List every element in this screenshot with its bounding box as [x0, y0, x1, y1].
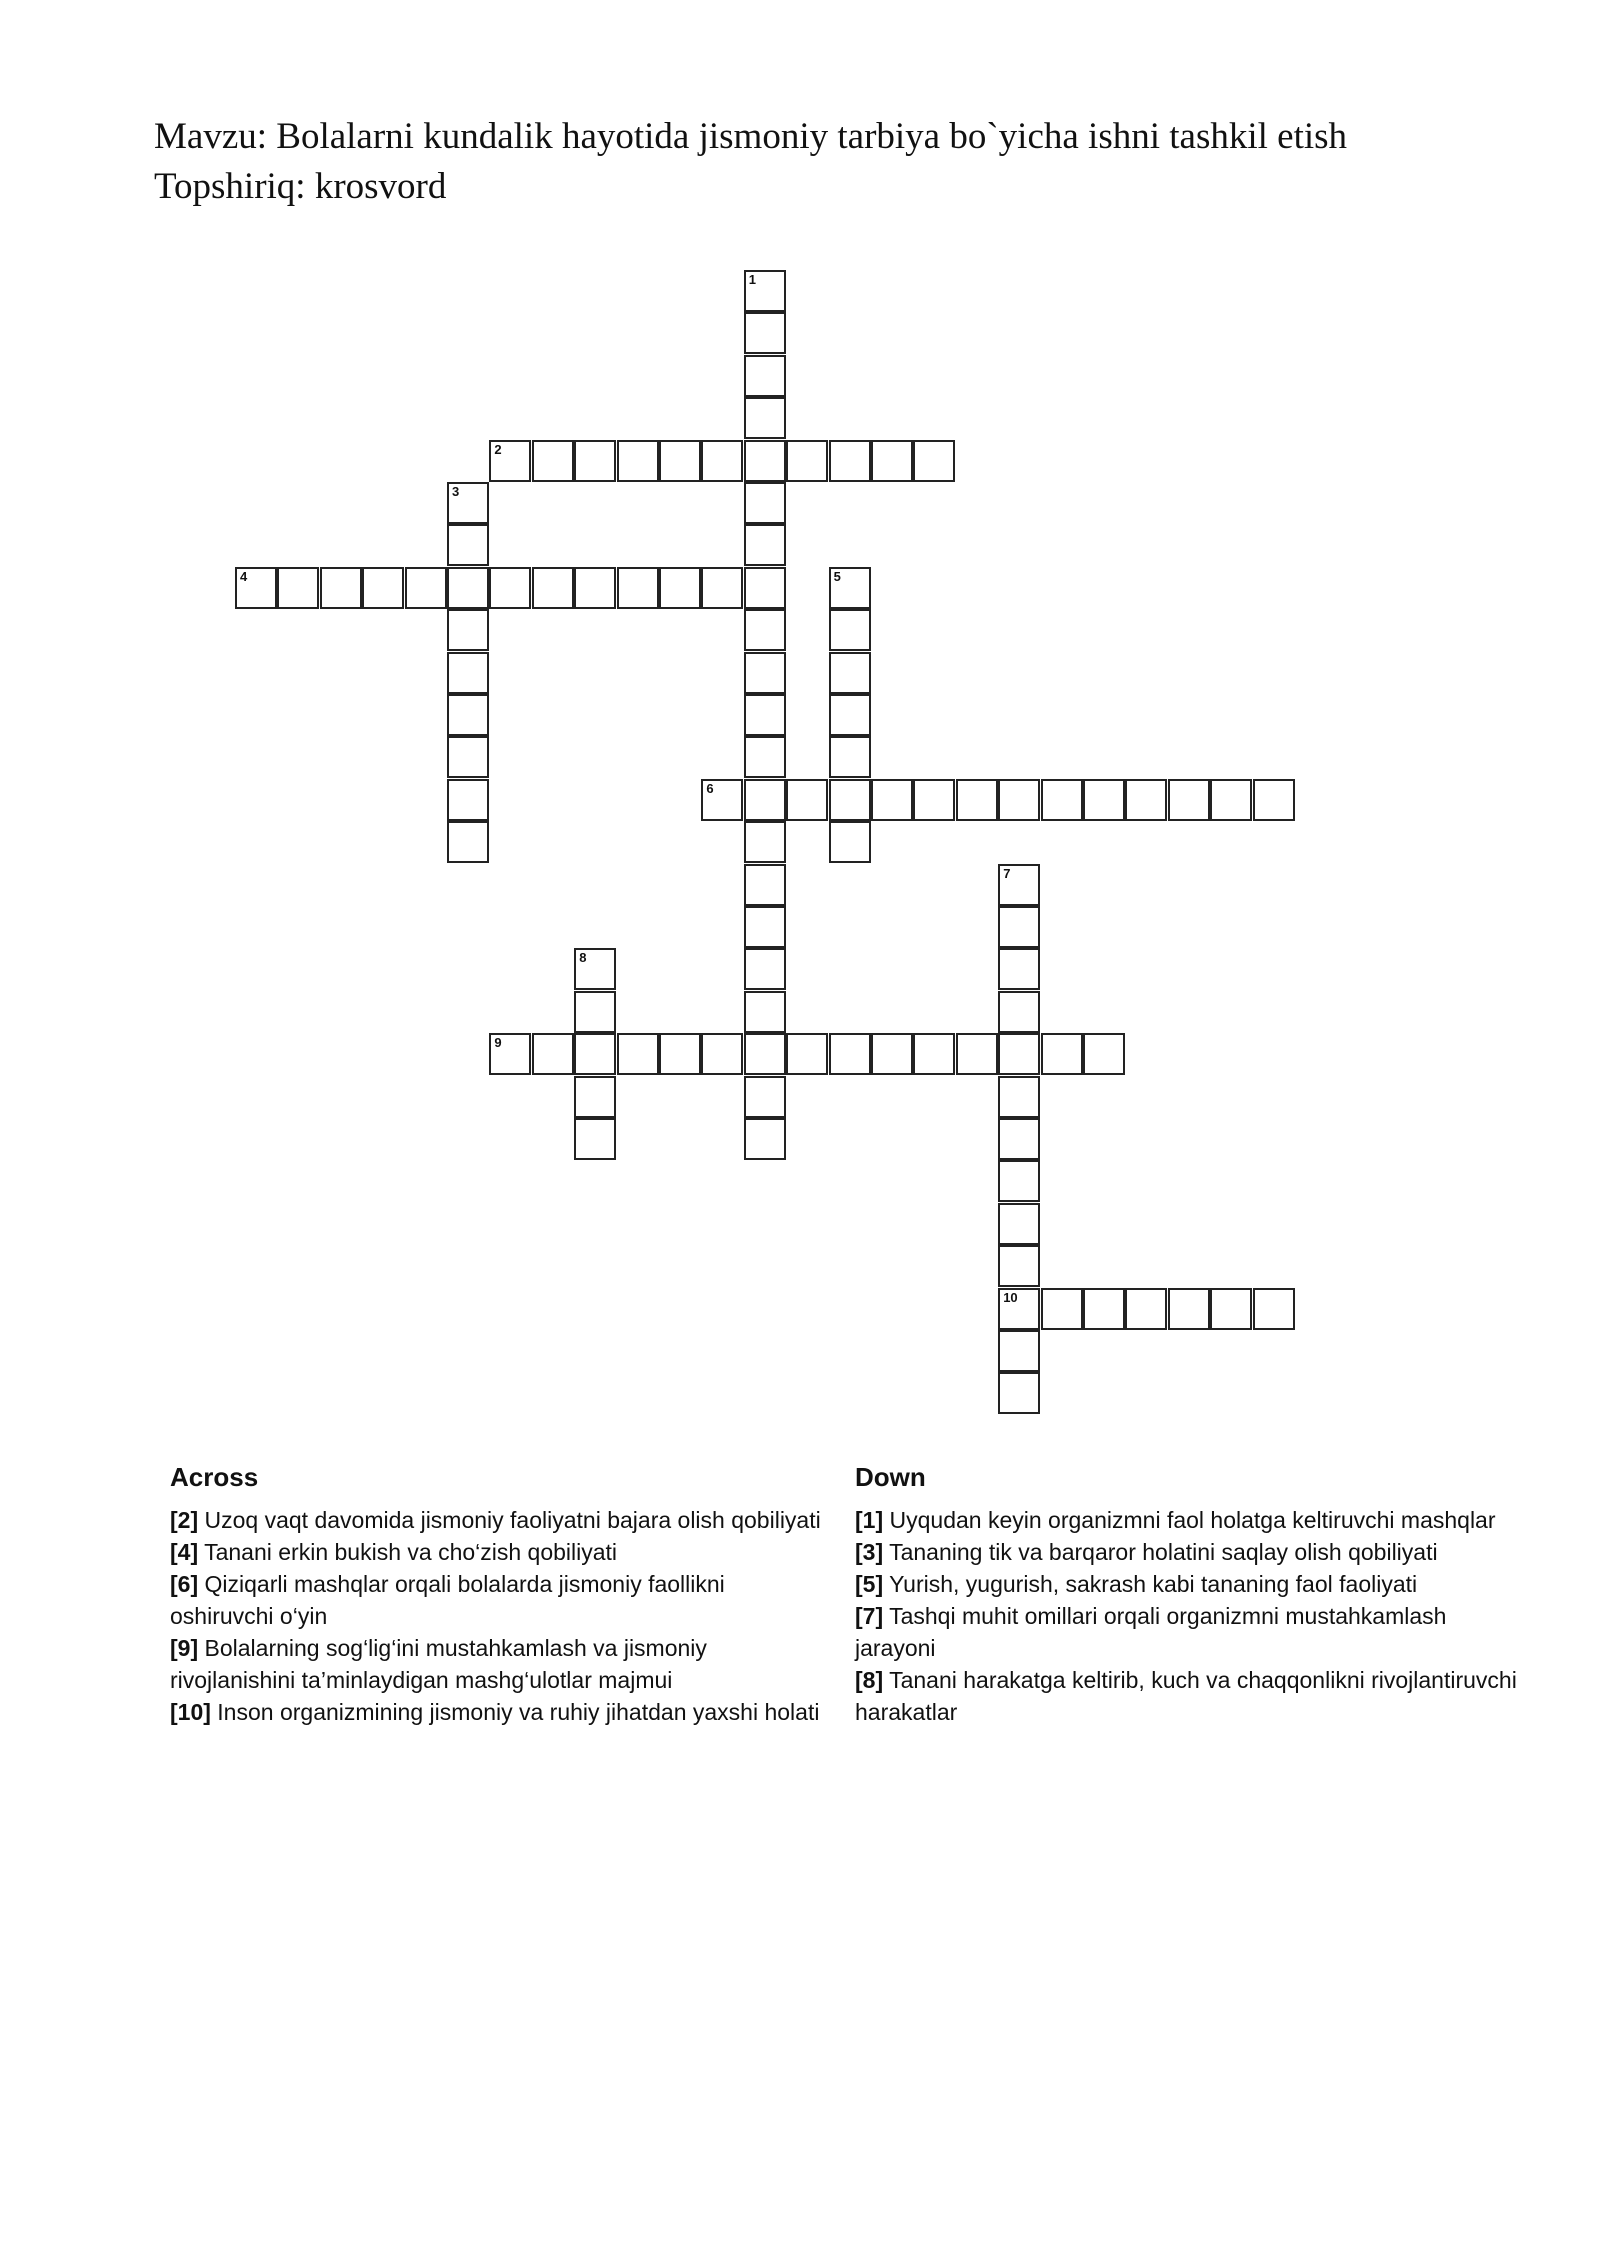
clue-number: 3 — [452, 484, 460, 499]
crossword-cell[interactable] — [574, 1076, 616, 1118]
crossword-cell[interactable] — [998, 1076, 1040, 1118]
crossword-cell[interactable] — [998, 1330, 1040, 1372]
clue-text: Uzoq vaqt davomida jismoniy faoliyatni bajara olish qobiliyati — [198, 1507, 821, 1533]
crossword-cell[interactable] — [998, 1203, 1040, 1245]
clue-number: [9] — [170, 1635, 199, 1661]
crossword-cell[interactable] — [574, 440, 616, 482]
crossword-cell[interactable] — [998, 779, 1040, 821]
crossword-cell[interactable] — [998, 1288, 1040, 1330]
crossword-cell[interactable] — [744, 821, 786, 863]
crossword-cell[interactable] — [1041, 1288, 1083, 1330]
crossword-cell[interactable] — [998, 864, 1040, 906]
crossword-cell[interactable] — [998, 1245, 1040, 1287]
clue-text: Yurish, yugurish, sakrash kabi tananing faol faoliyati — [883, 1571, 1418, 1597]
crossword-cell[interactable] — [744, 906, 786, 948]
crossword-cell[interactable] — [447, 524, 489, 566]
crossword-cell[interactable] — [1083, 1033, 1125, 1075]
crossword-cell[interactable] — [744, 948, 786, 990]
crossword-cell[interactable] — [447, 652, 489, 694]
down-clues — [855, 1460, 1525, 1728]
crossword-cell[interactable] — [744, 779, 786, 821]
clue-text: Tanani erkin bukish va cho‘zish qobiliyati — [198, 1539, 618, 1565]
crossword-cell[interactable] — [998, 1033, 1040, 1075]
crossword-cell[interactable] — [956, 1033, 998, 1075]
crossword-cell[interactable] — [489, 440, 531, 482]
clue-number: 5 — [833, 568, 841, 584]
crossword-cell[interactable] — [913, 779, 955, 821]
crossword-cell[interactable] — [574, 991, 616, 1033]
crossword-cell[interactable] — [1253, 779, 1295, 821]
crossword-cell[interactable] — [913, 440, 955, 482]
clue-text: Bolalarning sog‘lig‘ini mustahkamlash va jismoniy rivojlanishini ta’minlaydigan mashg‘ulotlar majmui — [170, 1635, 707, 1693]
crossword-cell[interactable] — [659, 567, 701, 609]
crossword-cell[interactable] — [362, 567, 404, 609]
across-clues — [170, 1460, 830, 1728]
crossword-cell[interactable] — [744, 270, 786, 312]
crossword-cell[interactable] — [1253, 1288, 1295, 1330]
crossword-cell[interactable] — [447, 736, 489, 778]
crossword-cell[interactable] — [744, 736, 786, 778]
crossword-cell[interactable] — [659, 440, 701, 482]
crossword-cell[interactable] — [744, 524, 786, 566]
crossword-cell[interactable] — [701, 779, 743, 821]
crossword-cell[interactable] — [956, 779, 998, 821]
crossword-cell[interactable] — [829, 736, 871, 778]
across-clue — [170, 1568, 830, 1632]
crossword-cell[interactable] — [574, 1118, 616, 1160]
crossword-cell[interactable] — [532, 567, 574, 609]
task-line: Topshiriq: krosvord — [154, 166, 447, 207]
crossword-cell[interactable] — [998, 1372, 1040, 1414]
crossword-cell[interactable] — [829, 694, 871, 736]
crossword-cell[interactable] — [829, 821, 871, 863]
crossword-cell[interactable] — [617, 567, 659, 609]
crossword-cell[interactable] — [1125, 1288, 1167, 1330]
crossword-cell[interactable] — [574, 1033, 616, 1075]
crossword-cell[interactable] — [744, 991, 786, 1033]
crossword-cell[interactable] — [744, 694, 786, 736]
clue-number: 2 — [494, 441, 502, 457]
down-clue — [855, 1536, 1525, 1568]
clue-number: 10 — [1003, 1289, 1018, 1305]
down-clue — [855, 1664, 1525, 1728]
crossword-cell[interactable] — [829, 1033, 871, 1075]
clue-number: [5] — [855, 1571, 884, 1597]
crossword-cell[interactable] — [447, 821, 489, 863]
crossword-cell[interactable] — [744, 1033, 786, 1075]
crossword-cell[interactable] — [489, 1033, 531, 1075]
crossword-cell[interactable] — [701, 440, 743, 482]
crossword-cell[interactable] — [1210, 1288, 1252, 1330]
crossword-cell[interactable] — [617, 1033, 659, 1075]
crossword-cell[interactable] — [1041, 779, 1083, 821]
clue-text: Tashqi muhit omillari orqali organizmni mustahkamlash jarayoni — [855, 1603, 1447, 1661]
crossword-cell[interactable] — [998, 948, 1040, 990]
across-heading: Across — [170, 1462, 259, 1492]
crossword-cell[interactable] — [744, 355, 786, 397]
topic-line: Mavzu: Bolalarni kundalik hayotida jismoniy tarbiya bo`yicha ishni tashkil etish — [154, 116, 1348, 157]
crossword-cell[interactable] — [829, 567, 871, 609]
clue-number: 8 — [579, 950, 587, 966]
crossword-cell[interactable] — [871, 779, 913, 821]
clue-number: 6 — [706, 780, 714, 796]
clue-number: 9 — [494, 1035, 502, 1051]
crossword-cell[interactable] — [744, 1076, 786, 1118]
crossword-cell[interactable] — [744, 440, 786, 482]
crossword-cell[interactable] — [701, 1033, 743, 1075]
crossword-cell[interactable] — [829, 652, 871, 694]
crossword-cell[interactable] — [829, 609, 871, 651]
clue-text: Qiziqarli mashqlar orqali bolalarda jismoniy faollikni oshiruvchi o‘yin — [170, 1571, 725, 1629]
crossword-cell[interactable] — [829, 779, 871, 821]
crossword-cell[interactable] — [447, 694, 489, 736]
crossword-cell[interactable] — [320, 567, 362, 609]
down-clue — [855, 1600, 1525, 1664]
crossword-cell[interactable] — [1041, 1033, 1083, 1075]
down-clue — [855, 1568, 1525, 1600]
clue-text: Inson organizmining jismoniy va ruhiy jihatdan yaxshi holati — [210, 1699, 820, 1725]
crossword-cell[interactable] — [1168, 779, 1210, 821]
crossword-cell[interactable] — [447, 482, 489, 524]
crossword-cell[interactable] — [786, 440, 828, 482]
crossword-cell[interactable] — [1083, 779, 1125, 821]
crossword-cell[interactable] — [489, 567, 531, 609]
crossword-cell[interactable] — [786, 1033, 828, 1075]
crossword-cell[interactable] — [913, 1033, 955, 1075]
clue-text: Tanani harakatga keltirib, kuch va chaqqonlikni rivojlantiruvchi harakatlar — [855, 1667, 1517, 1725]
crossword-cell[interactable] — [744, 652, 786, 694]
crossword-cell[interactable] — [574, 567, 616, 609]
crossword-cell[interactable] — [277, 567, 319, 609]
clue-number: [1] — [855, 1507, 884, 1533]
crossword-cell[interactable] — [447, 567, 489, 609]
crossword-cell[interactable] — [405, 567, 447, 609]
crossword-cell[interactable] — [744, 397, 786, 439]
crossword-cell[interactable] — [744, 482, 786, 524]
crossword-cell[interactable] — [998, 1118, 1040, 1160]
across-clue-list — [170, 1504, 830, 1728]
down-heading: Down — [855, 1462, 926, 1492]
crossword-cell[interactable] — [617, 440, 659, 482]
crossword-cell[interactable] — [701, 567, 743, 609]
crossword-cell[interactable] — [1210, 779, 1252, 821]
clue-number: [3] — [855, 1539, 884, 1565]
across-clue — [170, 1504, 830, 1536]
crossword-cell[interactable] — [744, 1118, 786, 1160]
crossword-cell[interactable] — [786, 779, 828, 821]
crossword-cell[interactable] — [447, 779, 489, 821]
across-clue — [170, 1632, 830, 1696]
crossword-cell[interactable] — [998, 991, 1040, 1033]
clue-number: [2] — [170, 1507, 199, 1533]
down-clue — [855, 1504, 1525, 1536]
clue-number: [8] — [855, 1667, 884, 1693]
crossword-cell[interactable] — [744, 567, 786, 609]
crossword-cell[interactable] — [532, 1033, 574, 1075]
across-clue — [170, 1696, 830, 1728]
crossword-cell[interactable] — [1083, 1288, 1125, 1330]
clue-text: Uyqudan keyin organizmni faol holatga keltiruvchi mashqlar — [883, 1507, 1496, 1533]
crossword-cell[interactable] — [532, 440, 574, 482]
crossword-cell[interactable] — [829, 440, 871, 482]
clue-number: [7] — [855, 1603, 884, 1629]
clue-number: [10] — [170, 1699, 211, 1725]
crossword-cell[interactable] — [998, 906, 1040, 948]
crossword-cell[interactable] — [871, 1033, 913, 1075]
crossword-cell[interactable] — [574, 948, 616, 990]
across-clue — [170, 1536, 830, 1568]
crossword-cell[interactable] — [1168, 1288, 1210, 1330]
clue-number: 7 — [1003, 865, 1011, 881]
crossword-cell[interactable] — [744, 609, 786, 651]
crossword-cell[interactable] — [871, 440, 913, 482]
clue-text: Tananing tik va barqaror holatini saqlay olish qobiliyati — [883, 1539, 1438, 1565]
clue-number: [6] — [170, 1571, 199, 1597]
crossword-cell[interactable] — [447, 609, 489, 651]
clue-number: 4 — [240, 568, 248, 584]
down-clue-list — [855, 1504, 1525, 1728]
crossword-cell[interactable] — [998, 1160, 1040, 1202]
crossword-cell[interactable] — [1125, 779, 1167, 821]
crossword-cell[interactable] — [744, 312, 786, 354]
crossword-cell[interactable] — [744, 864, 786, 906]
crossword-cell[interactable] — [235, 567, 277, 609]
clue-number: [4] — [170, 1539, 199, 1565]
clue-number: 1 — [748, 272, 757, 287]
crossword-cell[interactable] — [659, 1033, 701, 1075]
